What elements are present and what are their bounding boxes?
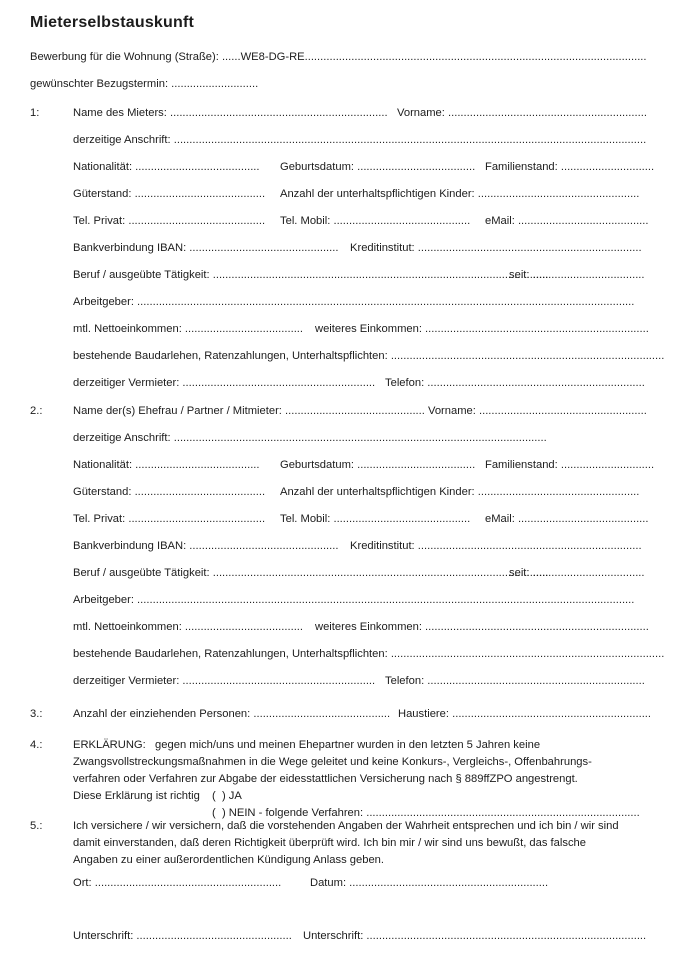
row-address-1 [73, 134, 671, 149]
current-address-field-2: derzeitige Anschrift: ........................................................................................................................ [73, 432, 547, 444]
section2-number: 2.: [30, 405, 43, 417]
birthdate-field: Geburtsdatum: ...................................... [280, 161, 476, 173]
phone-mobile-field: Tel. Mobil: ............................................ [280, 215, 471, 227]
number-of-occupants-field: Anzahl der einziehenden Personen: ............................................ [73, 708, 391, 720]
iban-field: Bankverbindung IBAN: ................................................ [73, 242, 339, 254]
declaration-text-1: ERKLÄRUNG: gegen mich/uns und meinen Ehepartner wurden in den letzten 5 Jahren keine [73, 739, 541, 751]
row-bank-1 [73, 242, 671, 257]
property-regime-field: Güterstand: .......................................... [73, 188, 266, 200]
phone-private-field-2: Tel. Privat: ............................................ [73, 513, 266, 525]
declaration-text-2: Zwangsvollstreckungsmaßnahmen in die Wege geleitet und keine Konkurs-, Vergleichs-, Offenbahrungs- [73, 756, 592, 768]
section5-number: 5.: [30, 820, 43, 832]
row-income-2 [73, 621, 671, 636]
row-landlord-1 [73, 377, 671, 392]
declaration-correct-label: Diese Erklärung ist richtig [73, 790, 200, 802]
row-loans-2 [73, 648, 671, 663]
row-occupation-1 [73, 269, 671, 284]
page-title: Mieterselbstauskunft [30, 14, 195, 31]
email-field-2: eMail: .......................................... [485, 513, 649, 525]
since-field: seit: .................................... [509, 269, 645, 281]
declaration-line-1 [73, 739, 671, 754]
row-partner-name-2 [73, 405, 671, 420]
property-regime-field-2: Güterstand: .......................................... [73, 486, 266, 498]
date-field: Datum: ................................................................ [310, 877, 549, 889]
apartment-field: Bewerbung für die Wohnung (Straße): ......WE8-DG-RE.............................................................................................................. [30, 51, 647, 63]
bank-name-field: Kreditinstitut: ........................................................................ [350, 242, 642, 254]
row-loans-1 [73, 350, 671, 365]
declaration-text-3: verfahren oder Verfahren zur Abgabe der eidesstattlichen Versicherung nach § 889ffZPO angestrengt. [73, 773, 578, 785]
tenant-name-field: Name des Mieters: ...................................................................... [73, 107, 388, 119]
row-address-2 [73, 432, 671, 447]
declaration-line-4 [73, 790, 671, 805]
bank-name-field-2: Kreditinstitut: ........................................................................ [350, 540, 642, 552]
current-landlord-field-2: derzeitiger Vermieter: .............................................................. [73, 675, 376, 687]
row-property-regime-2 [73, 486, 671, 501]
move-in-date-field: gewünschter Bezugstermin: ............................ [30, 78, 259, 90]
move-in-date-line [30, 78, 671, 93]
nationality-field-2: Nationalität: ........................................ [73, 459, 260, 471]
row-signatures [73, 930, 671, 945]
landlord-phone-field-2: Telefon: ...................................................................... [385, 675, 645, 687]
row-occupation-2 [73, 567, 671, 582]
occupation-field-2: Beruf / ausgeübte Tätigkeit: ............................................................................................................ [73, 567, 549, 579]
assurance-line-3 [73, 854, 671, 869]
nationality-field: Nationalität: ........................................ [73, 161, 260, 173]
net-income-field: mtl. Nettoeinkommen: ...................................... [73, 323, 304, 335]
assurance-text-2: damit einverstanden, daß deren Richtigkeit überprüft wird. Ich bin mir / wir sind uns bewußt, das falsche [73, 837, 586, 849]
row-place-date [73, 877, 671, 892]
pets-field: Haustiere: ................................................................ [398, 708, 652, 720]
marital-status-field-2: Familienstand: .............................. [485, 459, 655, 471]
phone-private-field: Tel. Privat: ............................................ [73, 215, 266, 227]
since-field-2: seit: .................................... [509, 567, 645, 579]
landlord-phone-field: Telefon: ...................................................................... [385, 377, 645, 389]
iban-field-2: Bankverbindung IBAN: ................................................ [73, 540, 339, 552]
row-income-1 [73, 323, 671, 338]
assurance-text-1: Ich versichere / wir versichern, daß die vorstehenden Angaben der Wahrheit entsprechen und ich bin / wir sind [73, 820, 619, 832]
row-phone-2 [73, 513, 671, 528]
checkbox-ja: ( ) JA [212, 790, 242, 802]
section3-number: 3.: [30, 708, 43, 720]
declaration-line-2 [73, 756, 671, 771]
employer-field-2: Arbeitgeber: ................................................................................................................................................................ [73, 594, 635, 606]
row-occupants [73, 708, 671, 723]
tenant-firstname-field: Vorname: ................................................................ [397, 107, 647, 119]
row-employer-1 [73, 296, 671, 311]
marital-status-field: Familienstand: .............................. [485, 161, 655, 173]
row-property-regime-1 [73, 188, 671, 203]
employer-field: Arbeitgeber: ................................................................................................................................................................ [73, 296, 635, 308]
assurance-line-1 [73, 820, 671, 835]
signature-field-2: Unterschrift: .......................................................................................... [303, 930, 647, 942]
row-name-1 [73, 107, 671, 122]
row-employer-2 [73, 594, 671, 609]
row-landlord-2 [73, 675, 671, 690]
partner-name-field: Name der(s) Ehefrau / Partner / Mitmieter: ............................................. Vorname: ...................................................... [73, 405, 647, 417]
row-nationality-2 [73, 459, 671, 474]
dependent-children-field: Anzahl der unterhaltspflichtigen Kinder: .................................................... [280, 188, 640, 200]
other-income-field-2: weiteres Einkommen: ........................................................................ [315, 621, 649, 633]
dependent-children-field-2: Anzahl der unterhaltspflichtigen Kinder: .................................................... [280, 486, 640, 498]
section4-number: 4.: [30, 739, 43, 751]
existing-loans-field: bestehende Baudarlehen, Ratenzahlungen, Unterhaltspflichten: ........................................................................................ [73, 350, 665, 362]
declaration-line-3 [73, 773, 671, 788]
other-income-field: weiteres Einkommen: ........................................................................ [315, 323, 649, 335]
row-phone-1 [73, 215, 671, 230]
occupation-field: Beruf / ausgeübte Tätigkeit: ............................................................................................................ [73, 269, 549, 281]
place-field: Ort: ............................................................ [73, 877, 282, 889]
phone-mobile-field-2: Tel. Mobil: ............................................ [280, 513, 471, 525]
current-landlord-field: derzeitiger Vermieter: .............................................................. [73, 377, 376, 389]
row-bank-2 [73, 540, 671, 555]
signature-field-1: Unterschrift: .................................................. [73, 930, 292, 942]
email-field: eMail: .......................................... [485, 215, 649, 227]
existing-loans-field-2: bestehende Baudarlehen, Ratenzahlungen, Unterhaltspflichten: ........................................................................................ [73, 648, 665, 660]
current-address-field: derzeitige Anschrift: ........................................................................................................................................................ [73, 134, 647, 146]
net-income-field-2: mtl. Nettoeinkommen: ...................................... [73, 621, 304, 633]
assurance-text-3: Angaben zu einer außerordentlichen Kündigung Anlass geben. [73, 854, 384, 866]
assurance-line-2 [73, 837, 671, 852]
row-nationality-1 [73, 161, 671, 176]
checkbox-nein: ( ) NEIN - folgende Verfahren: ........................................................................................ [212, 807, 640, 819]
section1-number: 1: [30, 107, 40, 119]
birthdate-field-2: Geburtsdatum: ...................................... [280, 459, 476, 471]
apartment-application-line [30, 51, 671, 66]
